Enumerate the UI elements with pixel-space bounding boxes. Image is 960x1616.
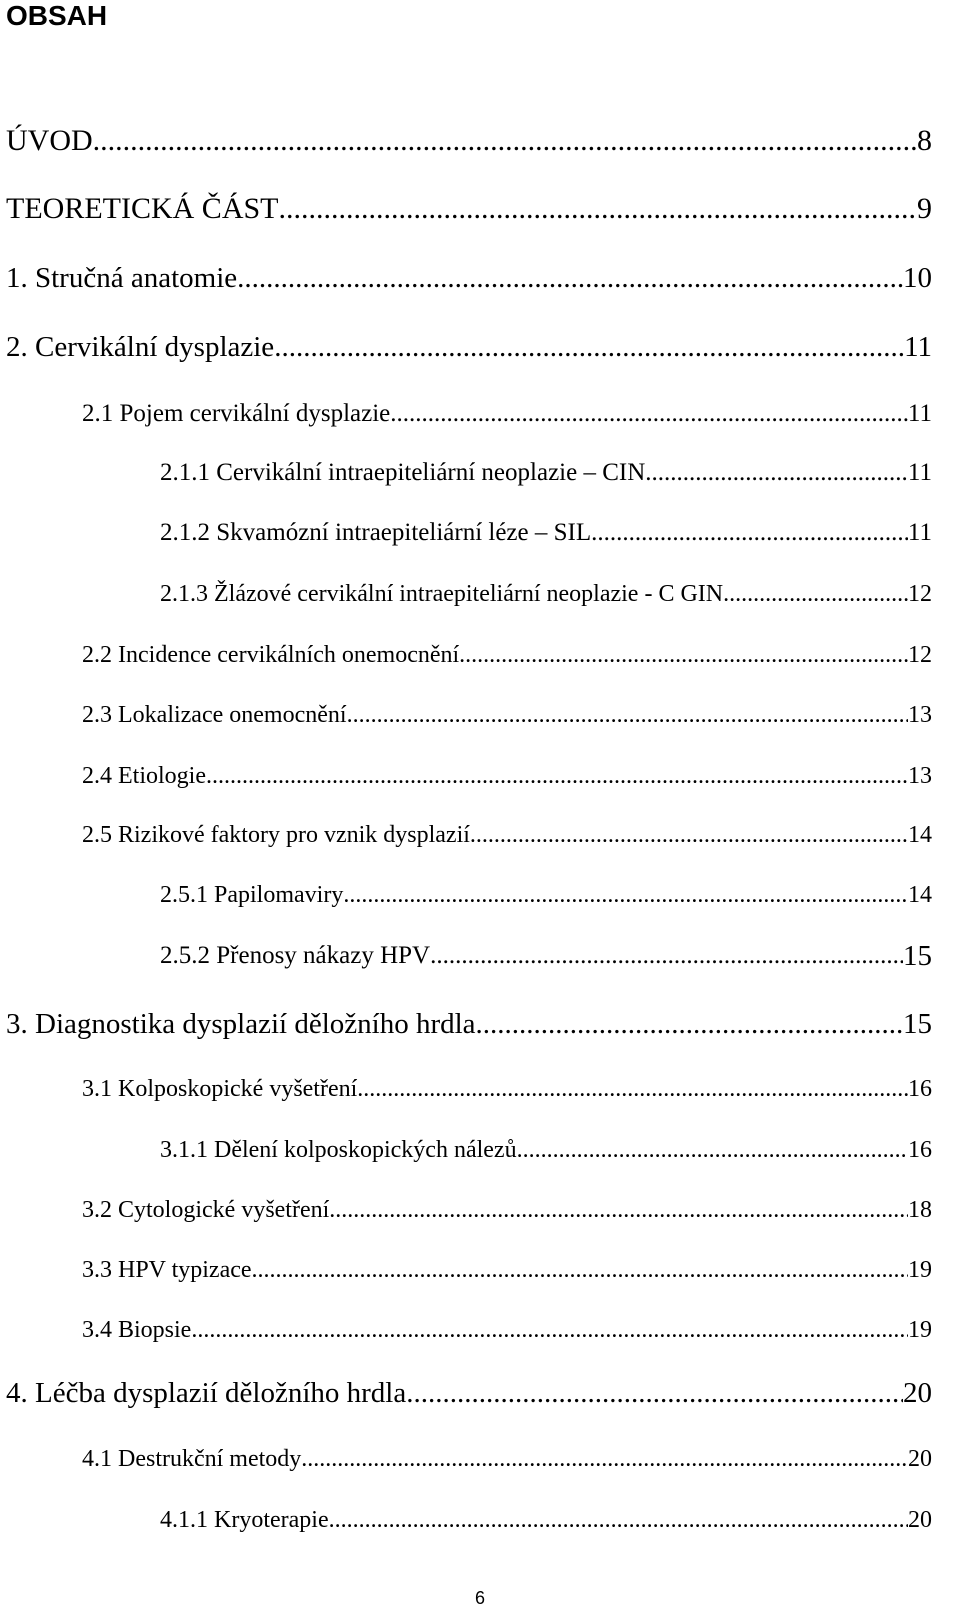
toc-entry-incidence[interactable] xyxy=(82,637,932,673)
toc-entry-papilomaviry[interactable] xyxy=(160,877,932,913)
toc-entry-title: 2.2 Incidence cervikálních onemocnění xyxy=(82,642,460,668)
toc-entry-cervikalni-dysplazie[interactable] xyxy=(6,327,932,367)
toc-entry-etiologie[interactable] xyxy=(82,758,932,794)
toc-leader-dots xyxy=(390,396,908,432)
toc-entry-page: 9 xyxy=(917,192,932,225)
toc-leader-dots xyxy=(274,327,904,367)
toc-leader-dots xyxy=(93,121,917,161)
toc-entry-diagnostika[interactable] xyxy=(6,1004,932,1044)
toc-entry-uvod[interactable] xyxy=(6,121,932,161)
toc-entry-page: 11 xyxy=(904,331,932,363)
toc-leader-dots xyxy=(206,758,908,794)
toc-entry-title: 1. Stručná anatomie xyxy=(6,262,238,294)
toc-entry-title: 3.4 Biopsie xyxy=(82,1317,192,1343)
toc-entry-hpv-typizace[interactable] xyxy=(82,1252,932,1288)
toc-entry-page: 13 xyxy=(908,702,932,728)
toc-heading: OBSAH xyxy=(6,0,108,31)
toc-entry-deleni-kolposkopickych-nalezu[interactable] xyxy=(160,1132,932,1168)
toc-entry-biopsie[interactable] xyxy=(82,1312,932,1348)
toc-entry-page: 15 xyxy=(903,940,932,972)
toc-entry-title: ÚVOD xyxy=(6,124,93,157)
toc-leader-dots xyxy=(476,1004,903,1044)
toc-entry-page: 8 xyxy=(917,124,932,157)
toc-leader-dots xyxy=(470,817,908,853)
toc-leader-dots xyxy=(723,576,908,612)
toc-entry-page: 14 xyxy=(908,882,932,908)
toc-entry-title: 2.5.1 Papilomaviry xyxy=(160,882,344,908)
toc-entry-teoreticka-cast[interactable] xyxy=(6,189,932,229)
page-number: 6 xyxy=(474,1588,485,1608)
toc-entry-title: 3.2 Cytologické vyšetření xyxy=(82,1197,330,1223)
toc-entry-title: 2.1.2 Skvamózní intraepiteliární léze – SIL xyxy=(160,519,592,546)
toc-entry-title: 4.1.1 Kryoterapie xyxy=(160,1507,329,1533)
toc-entry-title: 2.1 Pojem cervikální dysplazie xyxy=(82,400,391,427)
toc-leader-dots xyxy=(279,189,918,229)
toc-leader-dots xyxy=(301,1441,908,1477)
toc-entry-kolposkopicke-vysetreni[interactable] xyxy=(82,1071,932,1107)
toc-leader-dots xyxy=(347,697,908,733)
toc-entry-title: 2.5 Rizikové faktory pro vznik dysplazií xyxy=(82,822,470,848)
toc-entry-page: 11 xyxy=(907,519,932,546)
toc-entry-lecba[interactable] xyxy=(6,1373,932,1413)
toc-leader-dots xyxy=(191,1312,908,1348)
toc-entry-pojem-cervikalni-dysplazie[interactable] xyxy=(82,396,932,432)
toc-entry-page: 12 xyxy=(908,581,932,607)
toc-leader-dots xyxy=(430,938,903,974)
toc-entry-title: 4.1 Destrukční metody xyxy=(82,1446,302,1472)
toc-entry-page: 12 xyxy=(908,642,932,668)
toc-entry-sil[interactable] xyxy=(160,515,932,551)
toc-entry-title: 2.5.2 Přenosy nákazy HPV xyxy=(160,942,431,969)
toc-entry-rizikove-faktory[interactable] xyxy=(82,817,932,853)
toc-leader-dots xyxy=(329,1192,908,1228)
toc-entry-title: TEORETICKÁ ČÁST xyxy=(6,192,279,225)
toc-entry-page: 16 xyxy=(908,1137,932,1163)
toc-entry-destrukcni-metody[interactable] xyxy=(82,1441,932,1477)
toc-leader-dots xyxy=(406,1373,903,1413)
toc-entry-page: 14 xyxy=(908,822,932,848)
toc-entry-cytologicke-vysetreni[interactable] xyxy=(82,1192,932,1228)
toc-entry-page: 11 xyxy=(907,459,932,486)
toc-entry-title: 3.3 HPV typizace xyxy=(82,1257,252,1283)
toc-entry-title: 2.4 Etiologie xyxy=(82,763,206,789)
toc-entry-kryoterapie[interactable] xyxy=(160,1502,932,1538)
toc-entry-lokalizace[interactable] xyxy=(82,697,932,733)
toc-entry-page: 18 xyxy=(908,1197,932,1223)
toc-entry-title: 2. Cervikální dysplazie xyxy=(6,331,275,363)
toc-leader-dots xyxy=(459,637,908,673)
toc-entry-page: 10 xyxy=(903,262,932,294)
toc-leader-dots xyxy=(237,258,903,298)
toc-entry-title: 4. Léčba dysplazií děložního hrdla xyxy=(6,1377,407,1409)
toc-entry-title: 3.1 Kolposkopické vyšetření xyxy=(82,1076,358,1102)
toc-leader-dots xyxy=(343,877,908,913)
toc-leader-dots xyxy=(357,1071,908,1107)
toc-leader-dots xyxy=(517,1132,908,1168)
toc-entry-title: 2.1.1 Cervikální intraepiteliární neoplazie – CIN xyxy=(160,459,646,486)
toc-entry-prenosy-nakazy[interactable] xyxy=(160,938,932,974)
toc-entry-strucna-anatomie[interactable] xyxy=(6,258,932,298)
toc-entry-page: 13 xyxy=(908,763,932,789)
toc-leader-dots xyxy=(591,515,908,551)
toc-entry-page: 19 xyxy=(908,1257,932,1283)
toc-entry-page: 16 xyxy=(908,1076,932,1102)
toc-leader-dots xyxy=(252,1252,908,1288)
toc-entry-page: 20 xyxy=(908,1446,932,1472)
toc-entry-title: 2.3 Lokalizace onemocnění xyxy=(82,702,347,728)
toc-entry-page: 15 xyxy=(903,1008,932,1040)
toc-entry-page: 11 xyxy=(907,400,932,427)
toc-leader-dots xyxy=(645,455,908,491)
toc-entry-page: 20 xyxy=(908,1507,932,1533)
toc-entry-page: 20 xyxy=(903,1377,932,1409)
toc-entry-cgin[interactable] xyxy=(160,576,932,612)
toc-entry-title: 3.1.1 Dělení kolposkopických nálezů xyxy=(160,1137,517,1163)
toc-leader-dots xyxy=(329,1502,908,1538)
toc-entry-cin[interactable] xyxy=(160,455,932,491)
toc-entry-page: 19 xyxy=(908,1317,932,1343)
toc-entry-title: 2.1.3 Žlázové cervikální intraepiteliární neoplazie - C GIN xyxy=(160,581,724,607)
toc-entry-title: 3. Diagnostika dysplazií děložního hrdla xyxy=(6,1008,476,1040)
